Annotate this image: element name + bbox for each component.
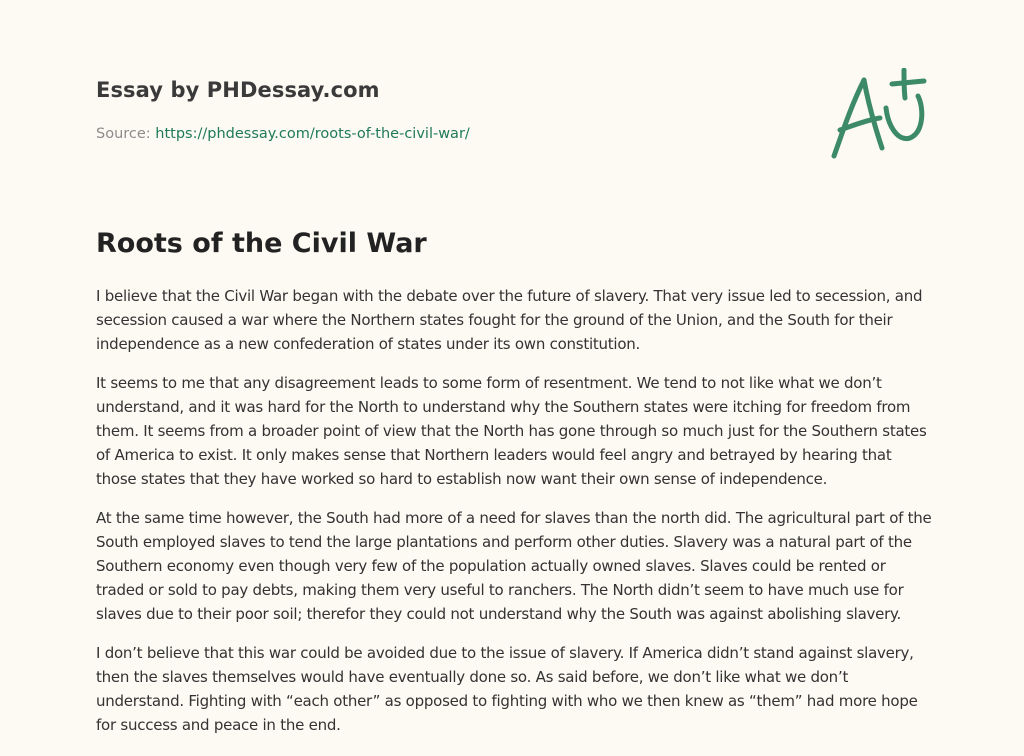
essay-page — [96, 0, 932, 756]
page-header — [96, 76, 932, 196]
a-plus-grade-icon — [826, 68, 928, 162]
site-brand: Essay by PHDessay.com — [96, 78, 380, 102]
essay-paragraph: It seems to me that any disagreement leads to some form of resentment. We tend to not like what we don’t understand, and it was hard for the North to understand why the Southern states were itching for freedom from them. It seems from a broader point of view that the North has gone through so much just for the Southern states of America to exist. It only makes sense that Northern leaders would feel angry and betrayed by hearing that those states that they have worked so hard to establish now want their own sense of independence. — [96, 374, 927, 488]
essay-body — [96, 284, 932, 752]
source-label: Source: — [96, 126, 156, 142]
source-line — [96, 124, 470, 144]
essay-title: Roots of the Civil War — [96, 228, 427, 259]
source-link[interactable]: https://phdessay.com/roots-of-the-civil-war/ — [155, 126, 470, 142]
essay-paragraph: I don’t believe that this war could be avoided due to the issue of slavery. If America didn’t stand against slavery, then the slaves themselves would have eventually done so. As said before, we don’t like what we don’t understand. Fighting with “each other” as opposed to fighting with who we then knew as “them” had more hope for success and peace in the end. — [96, 644, 918, 734]
essay-paragraph: At the same time however, the South had more of a need for slaves than the north did. The agricultural part of the South employed slaves to tend the large plantations and perform other duties. Slavery was a natural part of the Southern economy even though very few of the population actually owned slaves. Slaves could be rented or traded or sold to pay debts, making them very useful to ranchers. The North didn’t seem to have much use for slaves due to their poor soil; therefor they could not understand why the South was against abolishing slavery. — [96, 509, 932, 623]
essay-paragraph: I believe that the Civil War began with the debate over the future of slavery. That very issue led to secession, and secession caused a war where the Northern states fought for the ground of the Union, and the South for their independence as a new confederation of states under its own constitution. — [96, 287, 923, 353]
